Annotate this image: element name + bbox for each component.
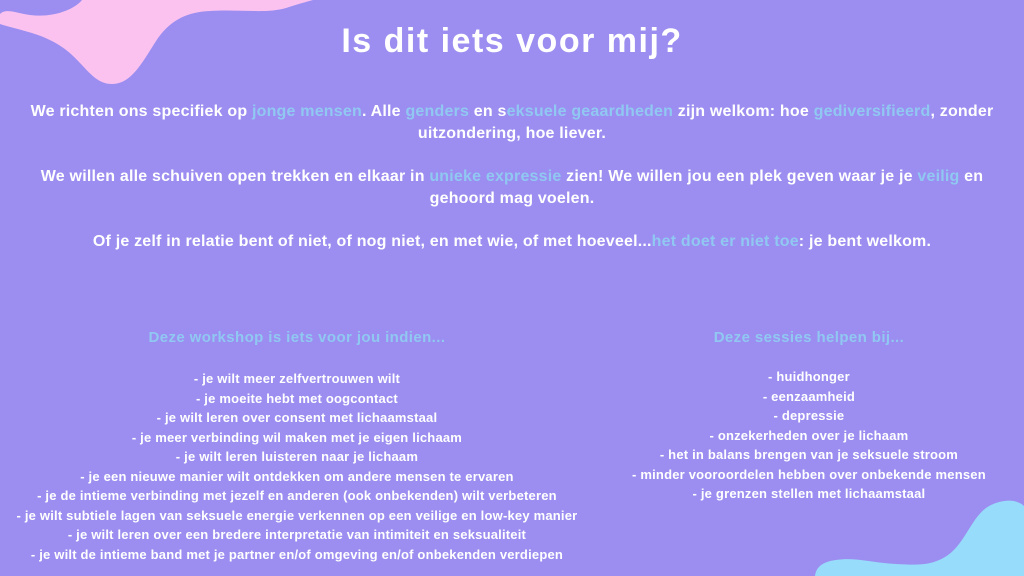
plain-text: en s xyxy=(469,103,507,120)
plain-text: : je bent welkom. xyxy=(798,233,932,250)
list-item: - je een nieuwe manier wilt ontdekken om andere mensen te ervaren xyxy=(80,468,514,484)
workshop-column xyxy=(0,329,594,564)
plain-text: , zonder uitzondering, hoe liever. xyxy=(417,103,994,142)
plain-text: . Alle xyxy=(361,103,406,120)
list-item: - het in balans brengen van je seksuele stroom xyxy=(659,447,959,462)
sessions-list xyxy=(594,367,1024,504)
intro-paragraph-2 xyxy=(30,166,995,210)
intro-section xyxy=(30,101,995,253)
list-item: - je wilt leren luisteren naar je lichaam xyxy=(175,449,419,464)
list-item: - depressie xyxy=(773,408,845,423)
plain-text: en gehoord mag voelen. xyxy=(429,168,984,207)
list-item: - minder vooroordelen hebben over onbekende mensen xyxy=(632,466,986,482)
page-title: Is dit iets voor mij? xyxy=(341,22,683,60)
list-item: - je moeite hebt met oogcontact xyxy=(195,390,398,406)
columns-section xyxy=(0,329,1024,564)
highlighted-text: het doet er niet toe xyxy=(651,233,799,250)
plain-text: zijn welkom: hoe xyxy=(673,103,814,120)
list-item: - je wilt meer zelfvertrouwen wilt xyxy=(193,371,401,386)
list-item: - je meer verbinding wil maken met je eigen lichaam xyxy=(131,429,463,445)
list-item: - je wilt subtiele lagen van seksuele energie verkennen op een veilige en low-key manier xyxy=(16,507,578,523)
sessions-column xyxy=(594,329,1024,564)
list-item: - onzekerheden over je lichaam xyxy=(709,427,909,443)
list-item: - je wilt leren over een bredere interpretatie van intimiteit en seksualiteit xyxy=(67,527,527,542)
list-item: - huidhonger xyxy=(768,369,850,384)
list-item: - je wilt de intieme band met je partner en/of omgeving en/of onbekenden verdiepen xyxy=(30,546,564,562)
highlighted-text: genders xyxy=(405,103,470,120)
list-item: - je wilt leren over consent met lichaamstaal xyxy=(156,410,438,425)
list-item: - eenzaamheid xyxy=(762,388,856,404)
plain-text: We richten ons specifiek op xyxy=(30,103,252,120)
list-item: - je grenzen stellen met lichaamstaal xyxy=(692,486,926,501)
workshop-column-heading: Deze workshop is iets voor jou indien... xyxy=(148,329,446,346)
highlighted-text: unieke expressie xyxy=(429,168,562,185)
intro-paragraph-1 xyxy=(30,101,995,145)
workshop-list xyxy=(0,369,594,564)
sessions-column-heading: Deze sessies helpen bij... xyxy=(713,329,905,346)
highlighted-text: jonge mensen xyxy=(251,103,362,120)
plain-text: We willen alle schuiven open trekken en elkaar in xyxy=(40,168,430,185)
plain-text: zien! We willen jou een plek geven waar je je xyxy=(561,168,918,185)
intro-paragraph-3 xyxy=(30,231,995,253)
highlighted-text: gediversifieerd xyxy=(813,103,931,120)
list-item: - je de intieme verbinding met jezelf en anderen (ook onbekenden) wilt verbeteren xyxy=(37,488,557,503)
highlighted-text: veilig xyxy=(917,168,960,185)
plain-text: Of je zelf in relatie bent of niet, of nog niet, en met wie, of met hoeveel... xyxy=(92,233,652,250)
highlighted-text: eksuele geaardheden xyxy=(506,103,674,120)
